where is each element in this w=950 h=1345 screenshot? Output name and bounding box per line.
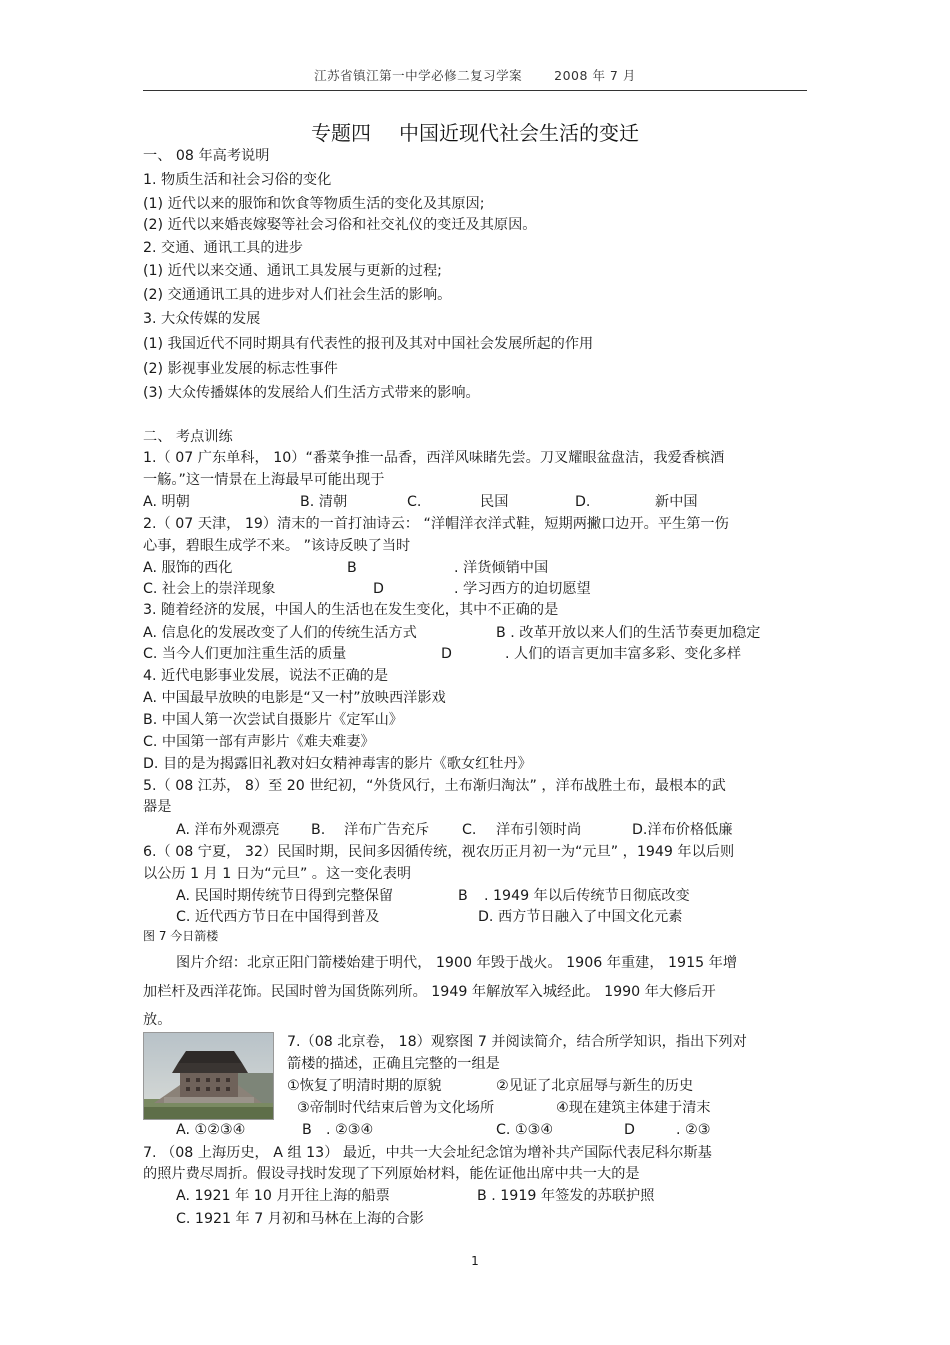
option-b: B	[458, 888, 468, 904]
question-options	[176, 907, 796, 927]
question-stem: 3. 随着经济的发展，中国人的生活也在发生变化，其中不正确的是	[143, 602, 559, 618]
option-c: C. 社会上的崇洋现象	[143, 581, 276, 597]
option-b-text: . 1949 年以后传统节日彻底改变	[484, 888, 690, 904]
arrow-tower-illustration	[144, 1033, 273, 1119]
question-stem: 5.（ 08 江苏， 8）至 20 世纪初，“外货风行，土布渐归淘汰” ，洋布战胜土布，最根本的武	[143, 778, 726, 794]
option-b: B.	[311, 822, 326, 838]
question-options	[143, 623, 807, 643]
header-rule	[143, 90, 807, 91]
question-options	[143, 579, 807, 599]
question-stem: 以公历 1 月 1 日为“元旦” 。这一变化表明	[143, 866, 412, 882]
figure-caption: 图 7 今日箭楼	[143, 929, 219, 943]
option-c-text: 民国	[480, 494, 509, 510]
question-options	[143, 492, 807, 512]
question-stem: 器是	[143, 799, 172, 815]
option-d: D. 目的是为揭露旧礼教对妇女精神毒害的影片《歌女红牡丹》	[143, 756, 532, 772]
section1-heading: 一、 08 年高考说明	[143, 148, 270, 164]
section1-line: (3) 大众传播媒体的发展给人们生活方式带来的影响。	[143, 385, 480, 401]
option-d-text: . 人们的语言更加丰富多彩、变化多样	[505, 646, 742, 662]
option-a: A. 1921 年 10 月开往上海的船票	[176, 1188, 390, 1204]
option-b: B . 改革开放以来人们的生活节奏更加稳定	[496, 625, 761, 641]
option-b: B	[302, 1122, 312, 1138]
question-options	[143, 558, 807, 578]
option-b-text: . ②③④	[326, 1122, 374, 1138]
question-options	[176, 820, 796, 840]
option-b-text: 洋布广告充斥	[344, 822, 430, 838]
question-stem: 1.（ 07 广东单科， 10）“番菜争推一品香，西洋风味睹先尝。刀叉耀眼盆盘洁，我爱香槟酒	[143, 450, 725, 466]
option-d: D.	[575, 494, 591, 510]
intro-paragraph-line: 放。	[143, 1012, 172, 1028]
page-number: 1	[471, 1254, 479, 1268]
header-school: 江苏省镇江第一中学必修二复习学案	[314, 68, 523, 83]
page-header	[0, 66, 950, 84]
section1-line: (1) 近代以来交通、通讯工具发展与更新的过程;	[143, 263, 442, 279]
option-b: B. 中国人第一次尝试自摄影片《定军山》	[143, 712, 403, 728]
option-a: A. 中国最早放映的电影是“又一村”放映西洋影戏	[143, 690, 446, 706]
question-stem: 4. 近代电影事业发展，说法不正确的是	[143, 668, 389, 684]
option-c-text: 洋布引领时尚	[496, 822, 582, 838]
option-d-text: . 学习西方的迫切愿望	[454, 581, 591, 597]
option-c: C. ①③④	[496, 1122, 554, 1138]
option-d: D	[441, 646, 452, 662]
question-stem: 7. （08 上海历史， A 组 13） 最近，中共一大会址纪念馆为增补共产国际代表尼科尔斯基	[143, 1145, 712, 1161]
title-topic: 专题四	[311, 121, 371, 145]
statement-3: ③帝制时代结束后曾为文化场所	[297, 1100, 495, 1116]
option-a: A. 服饰的西化	[143, 560, 233, 576]
option-b: B	[347, 560, 357, 576]
option-c: C.	[462, 822, 477, 838]
section1-line: (1) 我国近代不同时期具有代表性的报刊及其对中国社会发展所起的作用	[143, 336, 594, 352]
question-stem: 箭楼的描述，正确且完整的一组是	[287, 1056, 500, 1072]
option-a: A. 信息化的发展改变了人们的传统生活方式	[143, 625, 417, 641]
question-stem: 一觞。”这一情景在上海最早可能出现于	[143, 472, 385, 488]
option-a: A. 洋布外观漂亮	[176, 822, 280, 838]
option-c: C.	[407, 494, 422, 510]
section1-line: 2. 交通、通讯工具的进步	[143, 240, 303, 256]
section1-line: (2) 影视事业发展的标志性事件	[143, 361, 338, 377]
question-options	[176, 1120, 796, 1140]
question-options	[143, 644, 807, 664]
option-c: C. 近代西方节日在中国得到普及	[176, 909, 380, 925]
question-stem: 2.（ 07 天津， 19）清末的一首打油诗云： “洋帽洋衣洋式鞋，短期两撇口边开。平生第一伤	[143, 516, 729, 532]
section1-line: (2) 交通通讯工具的进步对人们社会生活的影响。	[143, 287, 452, 303]
statement-4: ④现在建筑主体建于清末	[556, 1100, 711, 1116]
arrow-tower-photo	[143, 1032, 274, 1120]
section2-heading: 二、 考点训练	[143, 429, 233, 445]
option-d: D. 西方节日融入了中国文化元素	[478, 909, 683, 925]
option-c: C. 1921 年 7 月初和马林在上海的合影	[176, 1211, 424, 1227]
option-b: B. 清朝	[300, 494, 348, 510]
option-a: A. 民国时期传统节日得到完整保留	[176, 888, 394, 904]
page-title	[0, 117, 950, 146]
option-d: D	[624, 1122, 635, 1138]
question-options	[176, 886, 796, 906]
option-b: B . 1919 年签发的苏联护照	[477, 1188, 655, 1204]
question-stem: 的照片费尽周折。假设寻找时发现了下列原始材料，能佐证他出席中共一大的是	[143, 1166, 640, 1182]
question-options	[176, 1186, 796, 1206]
question-stem: 6.（ 08 宁夏， 32）民国时期，民间多因循传统，视农历正月初一为“元旦” ，1949 年以后则	[143, 844, 735, 860]
statement-1: ①恢复了明清时期的原貌	[287, 1078, 442, 1094]
option-b-text: . 洋货倾销中国	[454, 560, 549, 576]
option-a: A. 明朝	[143, 494, 190, 510]
option-d-text: . ②③	[676, 1122, 711, 1138]
question-stem: 心事，碧眼生成学不来。 ”该诗反映了当时	[143, 538, 411, 554]
question-statements	[297, 1098, 797, 1118]
statement-2: ②见证了北京屈辱与新生的历史	[496, 1078, 694, 1094]
option-d-text: 新中国	[655, 494, 698, 510]
question-statements	[287, 1076, 787, 1096]
option-d: D	[373, 581, 384, 597]
title-name: 中国近现代社会生活的变迁	[399, 121, 639, 145]
section1-line: 3. 大众传媒的发展	[143, 311, 261, 327]
intro-paragraph-line: 图片介绍：北京正阳门箭楼始建于明代， 1900 年毁于战火。 1906 年重建， 1915 年增	[176, 955, 738, 971]
intro-paragraph-line: 加栏杆及西洋花饰。民国时曾为国货陈列所。 1949 年解放军入城经此。 1990 年大修后开	[143, 984, 716, 1000]
section1-line: (2) 近代以来婚丧嫁娶等社会习俗和社交礼仪的变迁及其原因。	[143, 217, 537, 233]
option-c: C. 中国第一部有声影片《难夫难妻》	[143, 734, 375, 750]
question-stem: 7.（08 北京卷， 18）观察图 7 并阅读简介，结合所学知识，指出下列对	[287, 1034, 747, 1050]
header-date: 2008 年 7 月	[554, 68, 636, 83]
option-a: A. ①②③④	[176, 1122, 246, 1138]
option-d: D.洋布价格低廉	[632, 822, 733, 838]
section1-line: 1. 物质生活和社会习俗的变化	[143, 172, 332, 188]
section1-line: (1) 近代以来的服饰和饮食等物质生活的变化及其原因;	[143, 196, 485, 212]
option-c: C. 当今人们更加注重生活的质量	[143, 646, 347, 662]
